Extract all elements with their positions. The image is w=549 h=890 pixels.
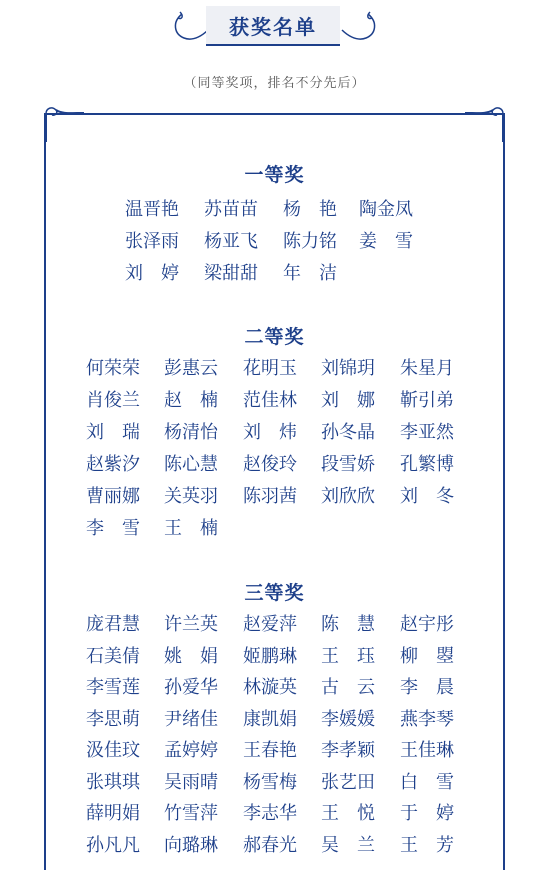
winner-name: 段雪娇 bbox=[321, 454, 375, 475]
winner-name: 张泽雨 bbox=[125, 231, 179, 252]
winner-name: 王春艳 bbox=[243, 740, 297, 761]
winner-name: 范佳林 bbox=[243, 390, 297, 411]
winner-name: 曹丽娜 bbox=[86, 486, 140, 507]
right-flourish-icon bbox=[340, 8, 380, 44]
winner-name: 刘 婷 bbox=[125, 263, 179, 284]
winner-name: 林漩英 bbox=[243, 677, 297, 698]
header bbox=[0, 0, 549, 60]
winner-name: 姬鹏琳 bbox=[243, 645, 297, 667]
winner-name: 陈羽茜 bbox=[243, 486, 297, 507]
winner-name: 王佳琳 bbox=[400, 740, 454, 761]
winner-name: 杨 艳 bbox=[283, 199, 337, 220]
winner-name: 温晋艳 bbox=[125, 199, 179, 220]
winner-name: 张艺田 bbox=[321, 771, 375, 793]
winner-name: 白 雪 bbox=[400, 771, 454, 793]
winner-name: 李 晨 bbox=[400, 677, 454, 698]
winner-name: 李亚然 bbox=[400, 422, 454, 443]
winner-name: 李媛媛 bbox=[321, 708, 375, 730]
winner-name: 柳 曌 bbox=[400, 645, 454, 667]
winner-name: 关英羽 bbox=[164, 486, 218, 507]
winner-name: 竹雪萍 bbox=[164, 803, 218, 824]
winner-name: 刘 炜 bbox=[243, 422, 297, 443]
winner-name: 孔繁博 bbox=[400, 454, 454, 475]
section-heading: 三等奖 bbox=[244, 582, 305, 604]
winner-name: 陈 慧 bbox=[321, 614, 375, 635]
winner-name: 姜 雪 bbox=[359, 231, 413, 252]
winner-name: 年 洁 bbox=[283, 263, 337, 284]
winner-name: 李思萌 bbox=[86, 708, 140, 730]
winner-name: 李志华 bbox=[243, 803, 297, 824]
winner-name: 李孝颖 bbox=[321, 740, 375, 761]
winner-name: 薛明娟 bbox=[86, 803, 140, 824]
winner-name: 庞君慧 bbox=[86, 614, 140, 635]
winner-name: 何荣荣 bbox=[86, 358, 140, 379]
winner-name: 郝春光 bbox=[243, 834, 297, 856]
winner-name: 刘 冬 bbox=[400, 486, 454, 507]
winner-name: 彭惠云 bbox=[164, 358, 218, 379]
winner-name: 王 楠 bbox=[164, 518, 218, 539]
winner-name: 苏苗苗 bbox=[204, 199, 258, 220]
winner-name: 刘 娜 bbox=[321, 390, 375, 411]
winner-name: 靳引弟 bbox=[400, 390, 454, 411]
winner-name: 吴雨晴 bbox=[164, 771, 218, 793]
winner-name: 花明玉 bbox=[243, 358, 297, 379]
winner-name: 王 芳 bbox=[400, 834, 454, 856]
winner-name: 燕李琴 bbox=[400, 708, 454, 730]
winner-name: 古 云 bbox=[321, 677, 375, 698]
winner-name: 姚 娟 bbox=[164, 645, 218, 667]
page-title: 获奖名单 bbox=[206, 6, 340, 46]
winner-name: 康凯娟 bbox=[243, 708, 297, 730]
winner-name: 陈力铭 bbox=[283, 231, 337, 252]
winner-name: 朱星月 bbox=[400, 358, 454, 379]
winner-name: 刘 瑞 bbox=[86, 422, 140, 443]
winner-name: 许兰英 bbox=[164, 614, 218, 635]
winner-name: 李 雪 bbox=[86, 518, 140, 539]
winner-name: 杨亚飞 bbox=[204, 231, 258, 252]
winner-name: 王 珏 bbox=[321, 645, 375, 667]
winner-name: 石美倩 bbox=[86, 645, 140, 667]
section-heading: 一等奖 bbox=[244, 164, 305, 186]
winner-name: 于 婷 bbox=[400, 803, 454, 824]
winner-name: 向璐琳 bbox=[164, 834, 218, 856]
winner-name: 孟婷婷 bbox=[164, 740, 218, 761]
winner-name: 杨雪梅 bbox=[243, 771, 297, 793]
winner-name: 尹绪佳 bbox=[164, 708, 218, 730]
winner-name: 杨清怡 bbox=[164, 422, 218, 443]
subtitle: （同等奖项，排名不分先后） bbox=[183, 76, 366, 91]
winner-name: 孙爱华 bbox=[164, 677, 218, 698]
winner-name: 陈心慧 bbox=[164, 454, 218, 475]
winner-name: 肖俊兰 bbox=[86, 390, 140, 411]
winner-name: 赵 楠 bbox=[164, 390, 218, 411]
winner-name: 李雪莲 bbox=[86, 677, 140, 698]
winner-name: 孙冬晶 bbox=[321, 422, 375, 443]
winner-name: 吴 兰 bbox=[321, 834, 375, 856]
winner-name: 王 悦 bbox=[321, 803, 375, 824]
winner-name: 梁甜甜 bbox=[204, 263, 258, 284]
winner-name: 陶金凤 bbox=[359, 199, 413, 220]
section-heading: 二等奖 bbox=[244, 326, 305, 348]
winner-name: 张琪琪 bbox=[86, 771, 140, 793]
winner-name: 赵俊玲 bbox=[243, 454, 297, 475]
winner-name: 刘锦玥 bbox=[321, 358, 375, 379]
winner-name: 汲佳玟 bbox=[86, 740, 140, 761]
winner-name: 赵紫汐 bbox=[86, 454, 140, 475]
left-flourish-icon bbox=[170, 8, 210, 44]
winner-name: 孙凡凡 bbox=[86, 834, 140, 856]
winner-name: 刘欣欣 bbox=[321, 486, 375, 507]
winner-name: 赵爱萍 bbox=[243, 614, 297, 635]
winner-name: 赵宇彤 bbox=[400, 614, 454, 635]
